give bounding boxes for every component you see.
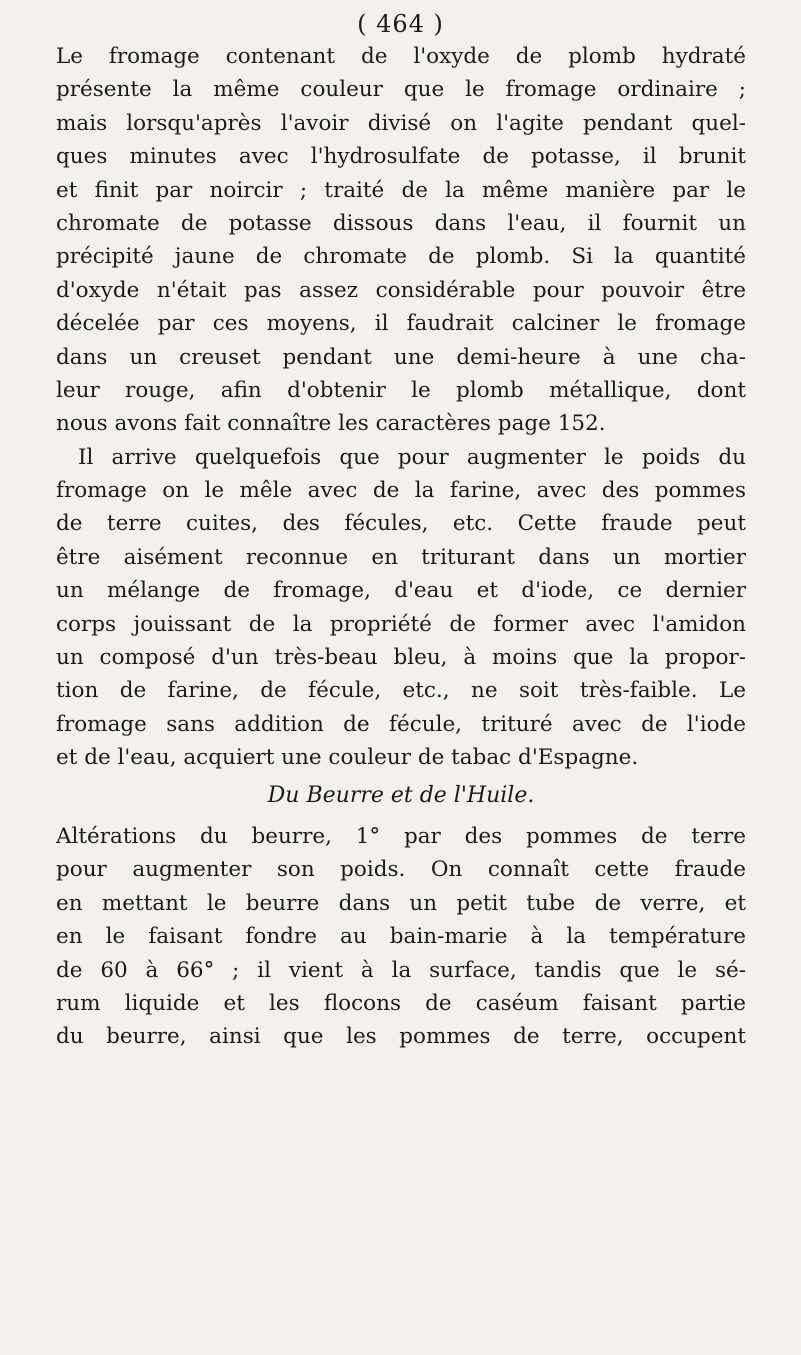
text-line: tion de farine, de fécule, etc., ne soit très-faible. Le (56, 678, 746, 704)
page-number: ( 464 ) (357, 10, 444, 38)
text-line: Le fromage contenant de l'oxyde de plomb hydraté (56, 44, 746, 69)
text-line: décelée par ces moyens, il faudrait calciner le fromage (56, 311, 746, 337)
text-line: mais lorsqu'après l'avoir divisé on l'agite pendant quel- (56, 110, 746, 136)
text-line: un composé d'un très-beau bleu, à moins que la propor- (56, 645, 746, 671)
text-line: précipité jaune de chromate de plomb. Si la quantité (56, 244, 746, 270)
paragraph-flour-fraud (56, 441, 746, 775)
paragraph-lead-oxide (56, 40, 746, 441)
text-line: et de l'eau, acquiert une couleur de tabac d'Espagne. (56, 745, 639, 771)
text-line: Il arrive quelquefois que pour augmenter le poids du (78, 444, 746, 470)
text-line: un mélange de fromage, d'eau et d'iode, ce dernier (56, 578, 746, 604)
text-line: de 60 à 66° ; il vient à la surface, tandis que le sé- (56, 957, 746, 983)
text-line: nous avons fait connaître les caractères page 152. (56, 411, 606, 437)
text-body (56, 40, 746, 1054)
text-line: leur rouge, afin d'obtenir le plomb métallique, dont (56, 377, 746, 403)
text-line: fromage sans addition de fécule, trituré avec de l'iode (56, 711, 746, 737)
paragraph-butter-alterations (56, 820, 746, 1054)
text-line: en mettant le beurre dans un petit tube de verre, et (56, 890, 746, 916)
text-line: présente la même couleur que le fromage ordinaire ; (56, 77, 746, 103)
text-line: Altérations du beurre, 1° par des pommes de terre (56, 823, 746, 849)
section-heading: Du Beurre et de l'Huile. (267, 782, 535, 808)
text-line: pour augmenter son poids. On connaît cette fraude (56, 857, 746, 883)
text-line: fromage on le mêle avec de la farine, avec des pommes (56, 478, 746, 504)
text-line: corps jouissant de la propriété de former avec l'amidon (56, 611, 746, 637)
text-line: et finit par noircir ; traité de la même manière par le (56, 177, 746, 203)
text-line: du beurre, ainsi que les pommes de terre, occupent (56, 1024, 746, 1050)
text-line: de terre cuites, des fécules, etc. Cette fraude peut (56, 511, 746, 537)
text-line: chromate de potasse dissous dans l'eau, il fournit un (56, 210, 746, 236)
text-line: être aisément reconnue en triturant dans un mortier (56, 544, 746, 570)
text-line: en le faisant fondre au bain-marie à la température (56, 924, 746, 950)
text-line: d'oxyde n'était pas assez considérable pour pouvoir être (56, 277, 746, 303)
text-line: dans un creuset pendant une demi-heure à une cha- (56, 344, 746, 370)
text-line: rum liquide et les flocons de caséum faisant partie (56, 990, 746, 1016)
text-line: ques minutes avec l'hydrosulfate de potasse, il brunit (56, 144, 746, 170)
